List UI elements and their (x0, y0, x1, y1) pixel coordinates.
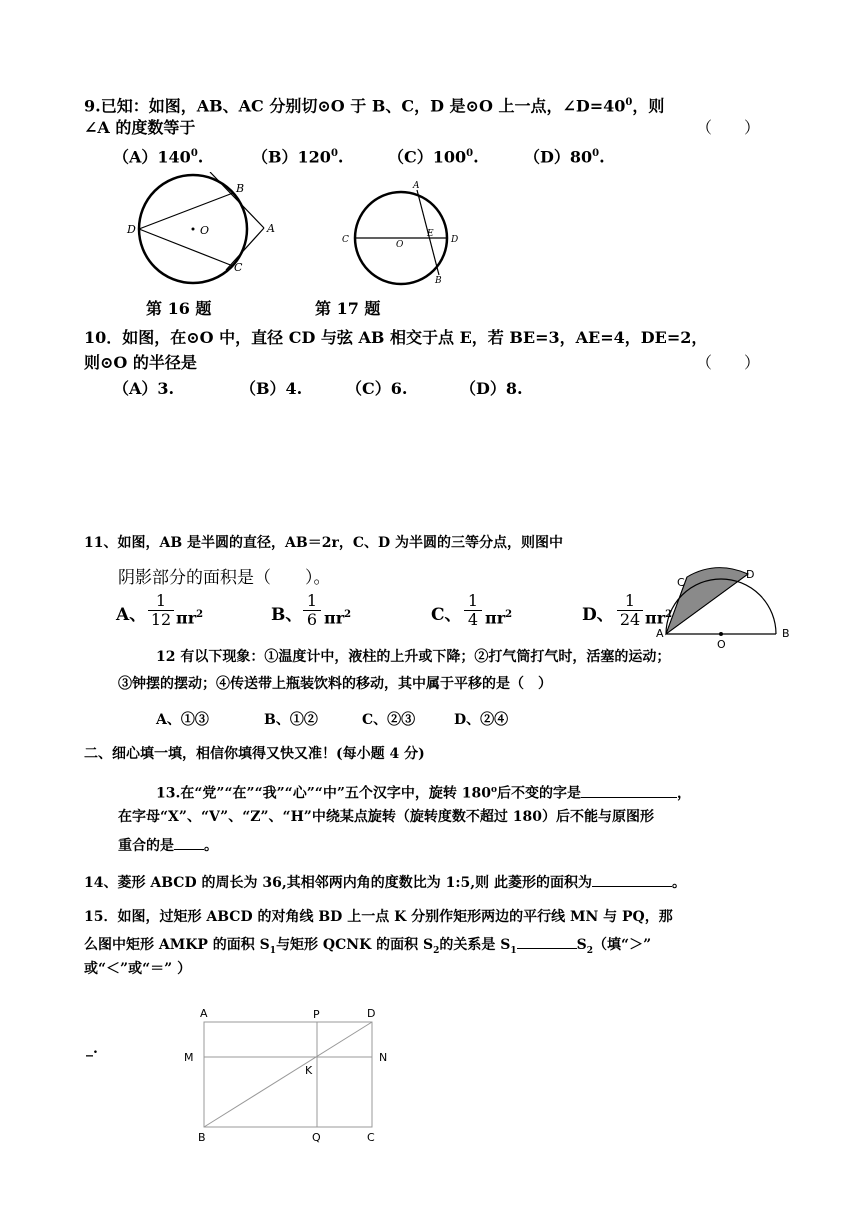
q12-option-d: D、②④ (454, 712, 509, 728)
fig16-label-c: C (234, 261, 243, 274)
fig17-label-c: C (342, 235, 349, 245)
q11-option-a-fraction: $\frac{1}{12}$ (148, 592, 174, 629)
rect-label-k: K (305, 1064, 313, 1077)
q15-line2: 么图中矩形 AMKP 的面积 $S_1$与矩形 QCNK 的面积 $S_2$的关系是 $S_1$ $S_2$（填“＞” (84, 932, 651, 962)
q12-line1: 12 有以下现象：①温度计中，液柱的上升或下降；②打气筒打气时，活塞的运动； (156, 649, 671, 665)
fig16-label-b: B (236, 182, 245, 195)
q12-option-b: B、①② (264, 712, 318, 728)
q10-option-b: （B）4. (240, 379, 303, 398)
rect-label-q: Q (312, 1131, 321, 1144)
figure-17 (338, 176, 468, 288)
q9-option-d: $(D)80^0$. (524, 147, 605, 167)
fig17-label-d: D (451, 235, 459, 245)
fig17-label-b: B (435, 276, 442, 286)
fig17-caption: 第 17 题 (315, 299, 381, 318)
q15-line3: 或“＜”或“＝” ） (84, 961, 192, 977)
q9-line2: ∠A 的度数等于 (84, 118, 196, 137)
q10-line2: 则⊙O 的半径是 (84, 353, 197, 372)
q13-line3: 重合的是 。 (118, 833, 218, 857)
semicircle-label-o: O (717, 638, 726, 650)
q11-option-b-tail: $\pi r^2$ (324, 608, 352, 628)
q11-option-c-fraction: $\frac{1}{4}$ (464, 592, 482, 629)
semicircle-label-d: D (746, 568, 755, 581)
q11-option-d-fraction: $\frac{1}{24}$ (617, 592, 643, 629)
fig17-label-a: A (413, 181, 420, 191)
q11-option-d-letter: D、 (582, 605, 614, 625)
fig16-label-d: D (127, 223, 136, 236)
q11-option-b-letter: B、 (271, 605, 303, 625)
q12-option-c: C、②③ (362, 712, 416, 728)
fig16-label-o: O (200, 224, 210, 237)
q10-option-a: （A）3. (113, 379, 175, 398)
rect-label-n: N (379, 1051, 388, 1064)
q9-answer-paren: （ ） (696, 118, 761, 137)
q13-line2: 在字母“X”、“V”、“Z”、“H”中绕某点旋转（旋转度数不超过 180）后不能与原图形 (118, 809, 654, 825)
q11-option-d-tail: $\pi r^2$ (645, 608, 673, 628)
q13-line1: 13.在“党”“在”“我”“心”“中”五个汉字中，旋转 180$^o$后不变的字是 ， (156, 779, 691, 805)
rect-label-p: P (313, 1008, 320, 1021)
q12-line2: ③钟摆的摆动；④传送带上瓶装饮料的移动，其中属于平移的是（ ） (118, 676, 552, 692)
q10-answer-paren: （ ） (696, 353, 761, 372)
section-2-heading: 二、细心填一填，相信你填得又快又准！(每小题 4 分) (84, 746, 425, 762)
fig17-label-o: O (396, 240, 404, 250)
rect-label-b: B (198, 1131, 206, 1144)
fig16-caption: 第 16 题 (146, 299, 212, 318)
fig16-label-a: A (267, 222, 275, 235)
q12-option-a: A、①③ (156, 712, 209, 728)
q10-line1: 10．如图，在⊙O 中，直径 CD 与弦 AB 相交于点 E，若 BE=3，AE=4，DE=2， (84, 328, 708, 347)
q9-option-c: $(C)100^0$. (388, 147, 479, 167)
q10-option-d: （D）8. (460, 379, 523, 398)
q11-line1: 11、如图，AB 是半圆的直径，AB＝2r，C、D 为半圆的三等分点，则图中 (84, 535, 564, 551)
q11-option-c-tail: $\pi r^2$ (485, 608, 513, 628)
rect-label-m: M (184, 1051, 194, 1064)
semicircle-figure (652, 562, 802, 650)
q11-option-b-fraction: $\frac{1}{6}$ (303, 592, 321, 629)
q11-option-a-letter: A、 (116, 605, 147, 625)
semicircle-label-c: C (677, 576, 685, 589)
q9-option-a: $(A)140^0$. (113, 147, 204, 167)
figure-16 (124, 172, 284, 292)
q11-option-c-letter: C、 (431, 605, 462, 625)
q11-line2: 阴影部分的面积是（ ）。 (118, 568, 331, 588)
q14-line: 14、菱形 ABCD 的周长为 36,其相邻两内角的度数比为 1:5,则 此菱形的面积为 。 (84, 870, 686, 894)
q15-line1: 15．如图，过矩形 ABCD 的对角线 BD 上一点 K 分别作矩形两边的平行线 MN 与 PQ，那 (84, 909, 673, 925)
semicircle-label-a: A (656, 627, 664, 640)
q9-option-b: $(B)120^0$. (252, 147, 344, 167)
q15-mark: _. (86, 1041, 98, 1057)
rect-label-a: A (200, 1007, 208, 1020)
rect-label-c: C (367, 1131, 375, 1144)
fig17-label-e: E (427, 229, 434, 239)
rect-label-d: D (367, 1007, 376, 1020)
q10-option-c: （C）6. (346, 379, 408, 398)
semicircle-label-b: B (782, 627, 790, 640)
rectangle-figure (180, 1004, 400, 1154)
q9-line1: 9.已知：如图，AB、AC 分别切⊙O 于 B、C，D 是⊙O 上一点，$\angle D=40^0$，则 (84, 96, 665, 116)
q11-option-a-tail: $\pi r^2$ (176, 608, 204, 628)
